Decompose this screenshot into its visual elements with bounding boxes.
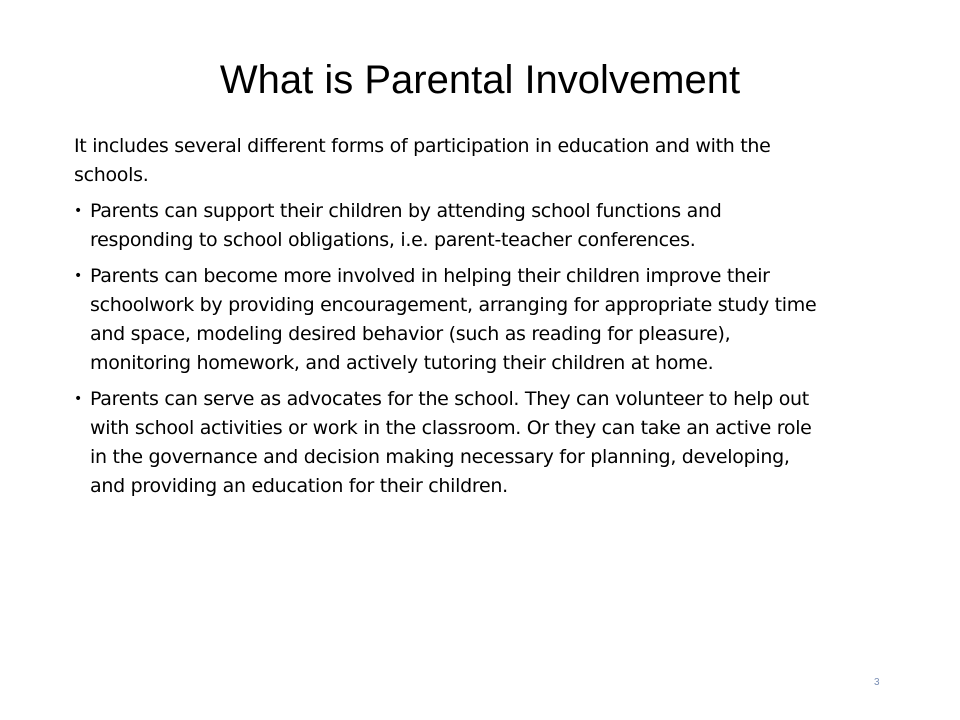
bullet-text: Parents can support their children by attending school functions and responding to school obligations, i.e. parent-teacher conferences. <box>90 200 722 251</box>
bullet-icon: • <box>74 391 82 407</box>
bullet-item-support <box>74 197 824 255</box>
bullet-icon: • <box>74 268 82 284</box>
bullet-text: Parents can serve as advocates for the school. They can volunteer to help out with school activities or work in the classroom. Or they can take an active role in the governance and decision making necessary for planning, developing, and providing an education for their children. <box>90 388 812 497</box>
intro-paragraph: It includes several different forms of participation in education and with the schools. <box>74 135 771 186</box>
bullet-icon: • <box>74 203 82 219</box>
page-number: 3 <box>874 677 880 688</box>
slide-title: What is Parental Involvement <box>219 58 741 102</box>
slide-body <box>74 132 824 508</box>
bullet-list <box>74 197 824 501</box>
bullet-item-advocates <box>74 385 824 501</box>
bullet-text: Parents can become more involved in helping their children improve their schoolwork by providing encouragement, arranging for appropriate study time and space, modeling desired behavior (such as reading for pleasure), monitoring homework, and actively tutoring their children at home. <box>90 265 817 374</box>
bullet-item-schoolwork <box>74 262 824 378</box>
